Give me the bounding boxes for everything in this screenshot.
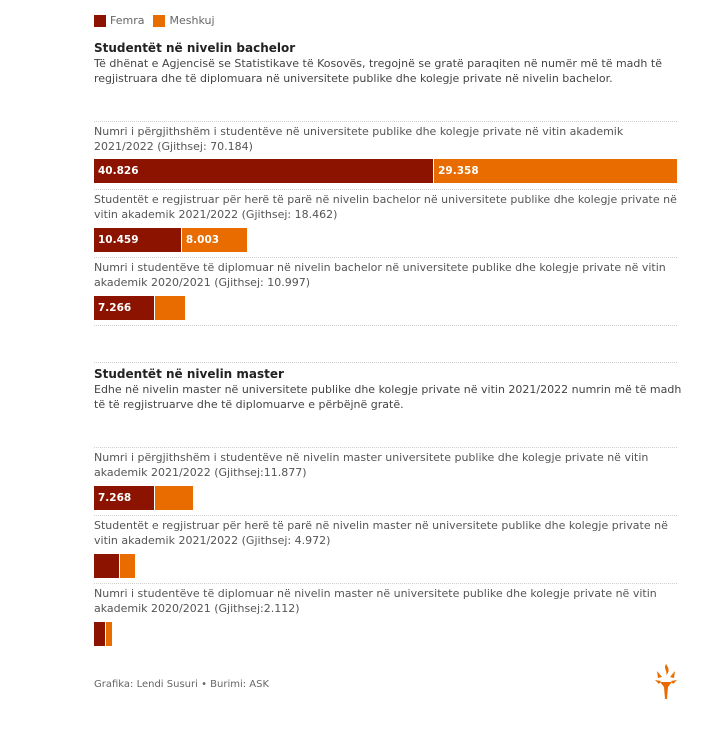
divider: [94, 447, 677, 448]
divider: [94, 515, 677, 516]
bar-segment-femra: [94, 486, 154, 510]
divider: [94, 583, 677, 584]
divider: [94, 257, 677, 258]
chart-label: Studentët e regjistruar për herë të parë në nivelin master në universitete publike dhe kolegje private në vitin akademik 2021/2022 (Gjithsej: 4.972): [94, 519, 668, 547]
stacked-bar: [94, 486, 193, 510]
legend-label-femra: Femra: [110, 14, 145, 27]
legend-label-meshkuj: Meshkuj: [169, 14, 215, 27]
bar-value-femra: 7.266: [98, 302, 132, 314]
divider: [94, 121, 677, 122]
bar-value-femra: 10.459: [98, 234, 139, 246]
bar-segment-meshkuj: [105, 622, 111, 646]
bar-segment-meshkuj: [119, 554, 135, 578]
legend-swatch-femra: [94, 15, 106, 27]
torch-logo-icon: [654, 663, 678, 701]
divider: [94, 362, 677, 363]
bar-segment-meshkuj: [154, 296, 185, 320]
section-title-master: Studentët në nivelin master: [94, 367, 284, 381]
stacked-bar: [94, 622, 112, 646]
legend: [94, 14, 224, 27]
legend-item-femra: [94, 14, 144, 27]
section-desc-master: Edhe në nivelin master në universitete publike dhe kolegje private në vitin 2021/2022 numrin më të madh të të regjistruarve dhe të diplomuarve e përbëjnë gratë.: [94, 383, 682, 411]
bar-segment-femra: [94, 554, 119, 578]
bar-segment-femra: [94, 159, 433, 183]
stacked-bar: [94, 159, 677, 183]
bar-segment-meshkuj: [433, 159, 677, 183]
bar-value-meshkuj: 29.358: [438, 165, 479, 177]
bar-segment-meshkuj: [154, 486, 192, 510]
stacked-bar: [94, 554, 135, 578]
divider: [94, 189, 677, 190]
bar-segment-femra: [94, 296, 154, 320]
stacked-bar: [94, 228, 247, 252]
chart-label: Numri i përgjithshëm i studentëve në nivelin master universitete publike dhe kolegje private në vitin akademik 2021/2022 (Gjithsej:11.877): [94, 451, 649, 479]
chart-label: Numri i studentëve të diplomuar në nivelin bachelor në universitete publike dhe kolegje private në vitin akademik 2020/2021 (Gjithsej: 10.997): [94, 261, 666, 289]
chart-label: Numri i përgjithshëm i studentëve në universitete publike dhe kolegje private në vitin akademik 2021/2022 (Gjithsej: 70.184): [94, 125, 624, 153]
stacked-bar: [94, 296, 185, 320]
bar-segment-femra: [94, 228, 181, 252]
bar-segment-meshkuj: [181, 228, 247, 252]
bar-segment-femra: [94, 622, 105, 646]
footer-credits: Grafika: Lendi Susuri • Burimi: ASK: [94, 679, 270, 690]
legend-swatch-meshkuj: [153, 15, 165, 27]
bar-value-meshkuj: 8.003: [185, 234, 220, 246]
bar-value-femra: 7.268: [98, 492, 132, 504]
divider: [94, 325, 677, 326]
bar-value-femra: 40.826: [98, 165, 139, 177]
legend-item-meshkuj: [153, 14, 214, 27]
chart-label: Numri i studentëve të diplomuar në nivelin master në universitete publike dhe kolegje private në vitin akademik 2020/2021 (Gjithsej:2.112): [94, 587, 657, 615]
section-desc-bachelor: Të dhënat e Agjencisë se Statistikave të Kosovës, tregojnë se gratë paraqiten në numër më të madh të regjistruara dhe të diplomuara në universitete publike dhe kolegje private në nivelin bachelor.: [94, 57, 662, 85]
section-title-bachelor: Studentët në nivelin bachelor: [94, 41, 296, 55]
chart-label: Studentët e regjistruar për herë të parë në nivelin bachelor në universitete publike dhe kolegje private në vitin akademik 2021/2022 (Gjithsej: 18.462): [94, 193, 677, 221]
